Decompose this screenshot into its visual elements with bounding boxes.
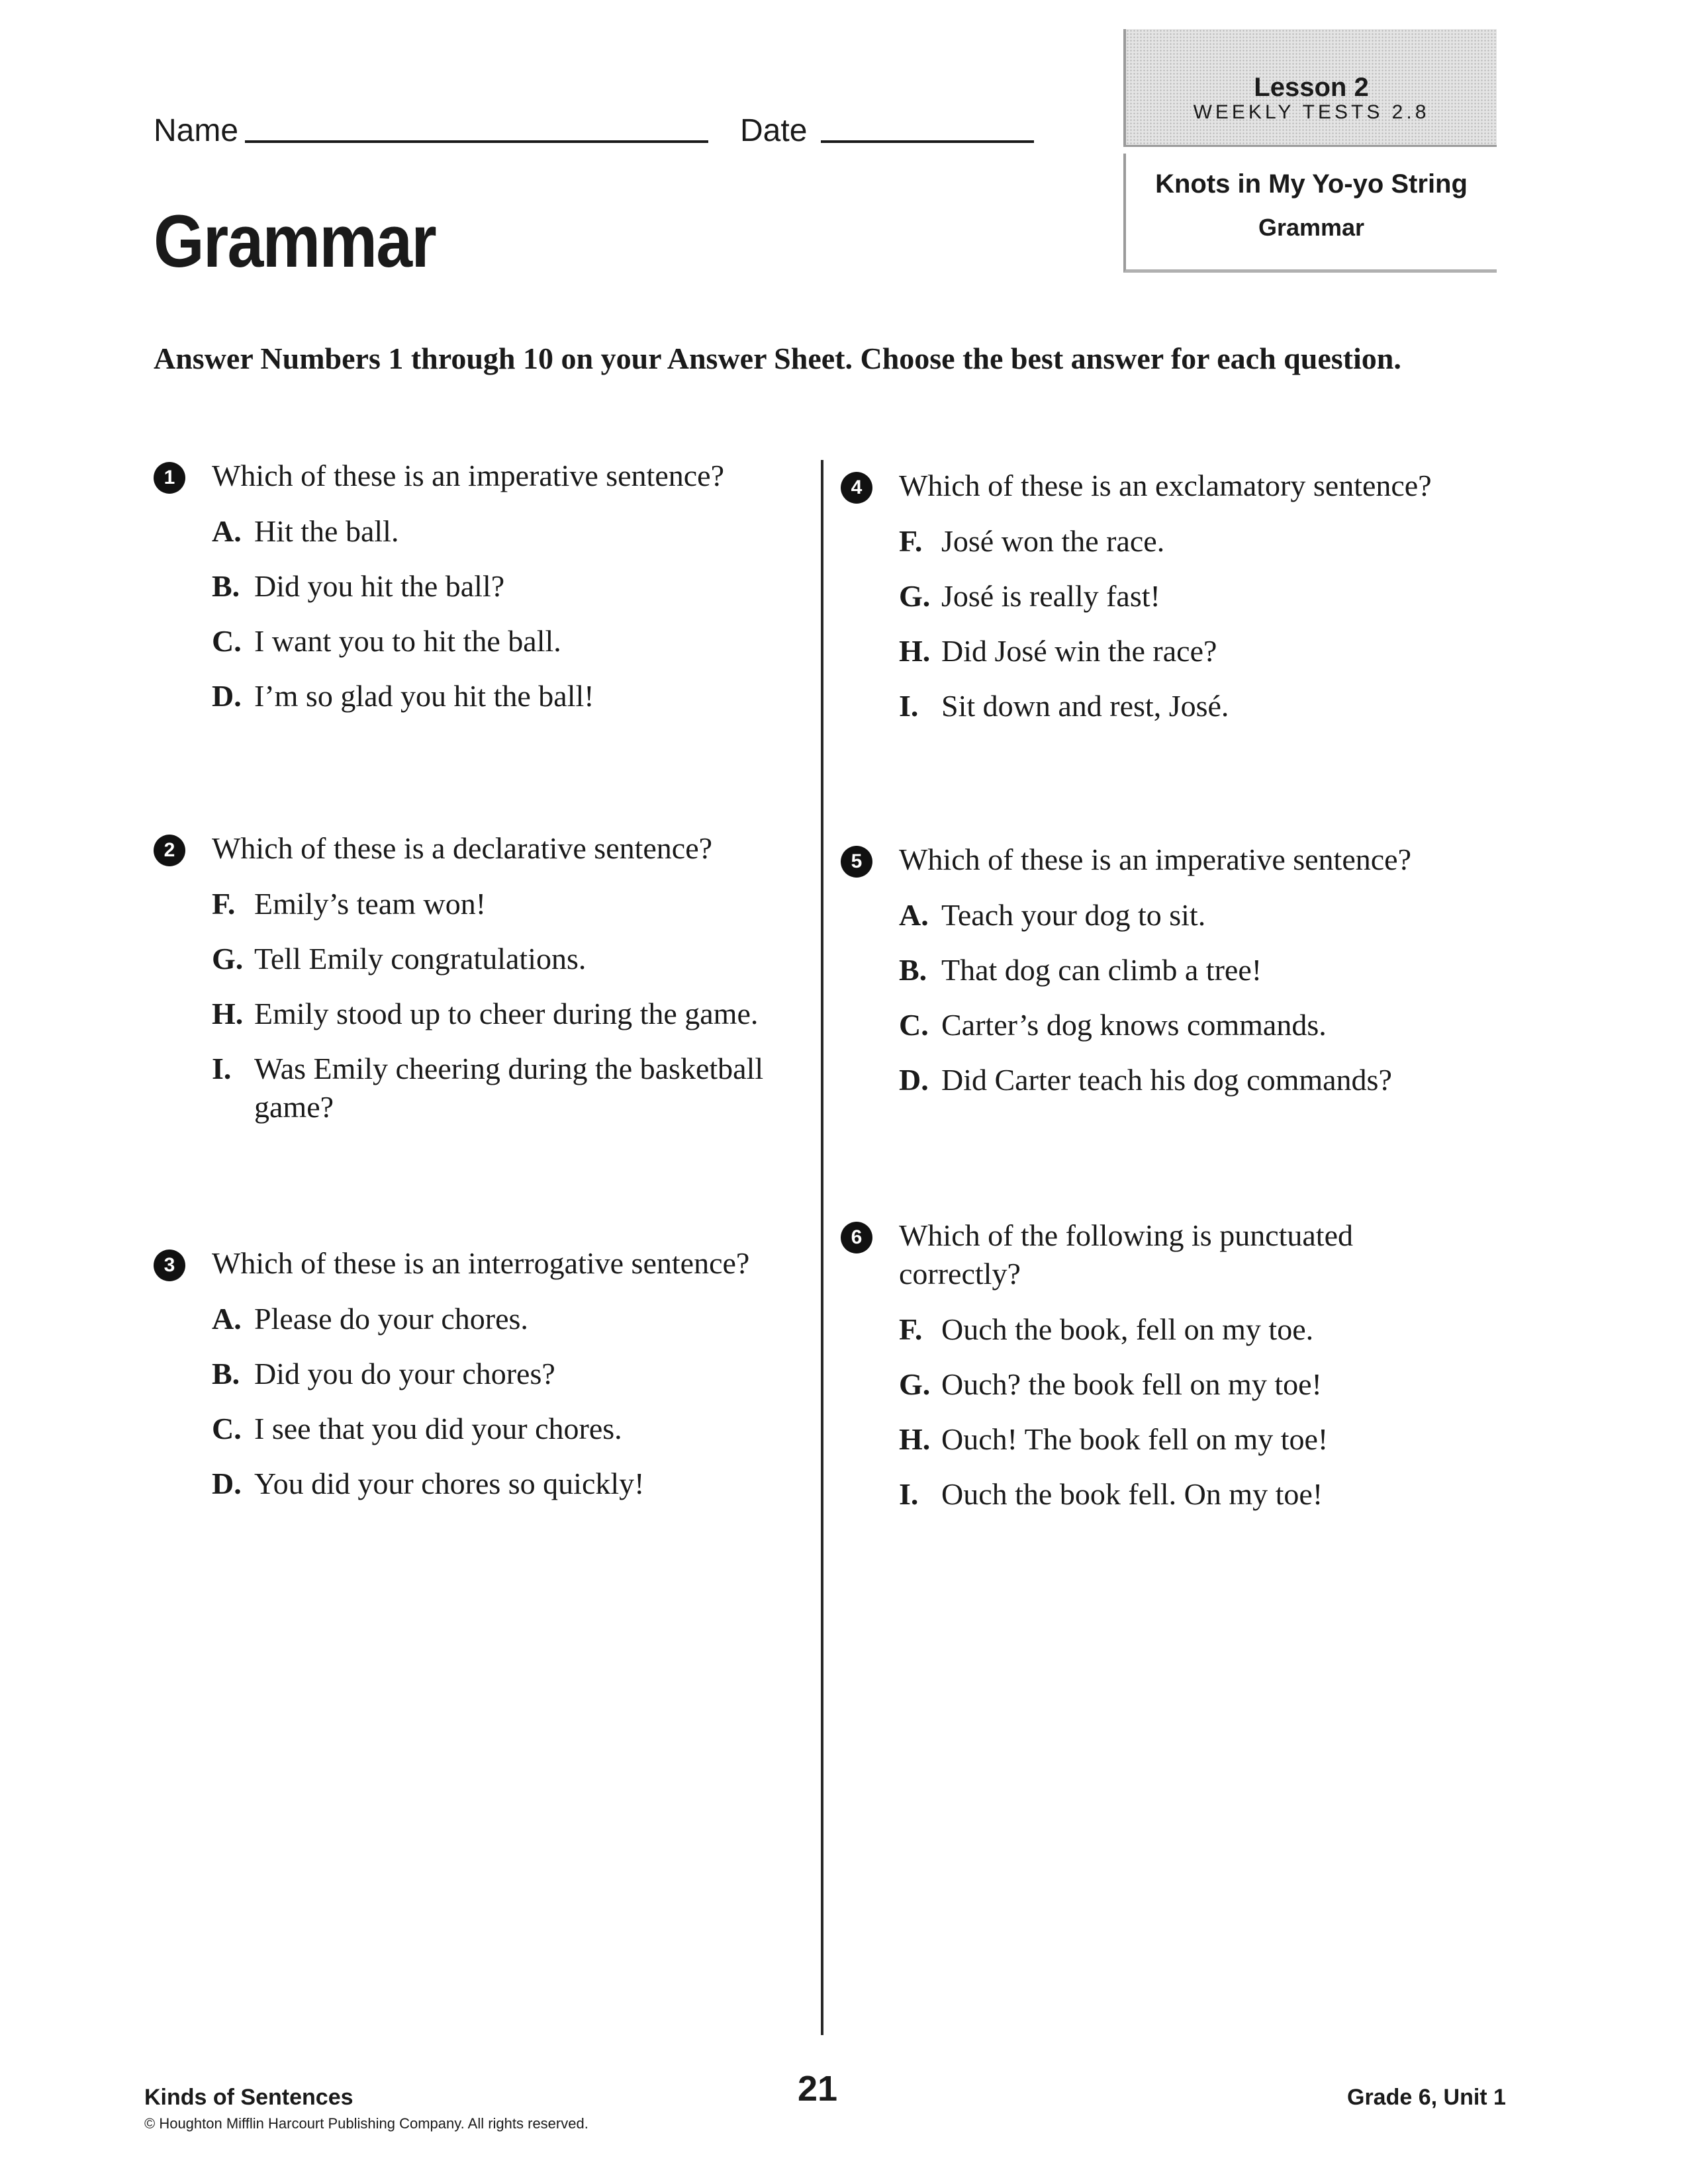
footer-topic: Kinds of Sentences	[144, 2085, 353, 2110]
date-field[interactable]	[821, 140, 1034, 143]
answer-choice[interactable]: A. Please do your chores.	[212, 1302, 528, 1336]
section-label: Grammar	[1258, 214, 1365, 241]
answer-choice[interactable]: H. Did José win the race?	[899, 634, 1217, 668]
question-3	[154, 1244, 822, 1520]
answer-choice[interactable]: C. I want you to hit the ball.	[212, 624, 561, 658]
question-stem: Which of these is an imperative sentence?	[899, 842, 1412, 876]
answer-choice[interactable]: C. Carter’s dog knows commands.	[899, 1008, 1327, 1042]
question-number-badge: 3	[154, 1250, 185, 1281]
answer-choice[interactable]: A. Teach your dog to sit.	[899, 898, 1206, 932]
question-number-badge: 2	[154, 835, 185, 866]
question-5	[841, 841, 1509, 1116]
answer-choices	[899, 1310, 1423, 1514]
question-2	[154, 829, 822, 1143]
answer-choice[interactable]: D. Did Carter teach his dog commands?	[899, 1063, 1392, 1097]
page-number: 21	[798, 2069, 838, 2109]
answer-choice[interactable]: I. Ouch the book fell. On my toe!	[899, 1477, 1323, 1511]
answer-choice[interactable]: C. I see that you did your chores.	[212, 1412, 622, 1445]
answer-choice[interactable]: G. Ouch? the book fell on my toe!	[899, 1367, 1322, 1401]
answer-choice[interactable]: A. Hit the ball.	[212, 514, 399, 548]
answer-choice[interactable]: I. Was Emily cheering during the basketball game?	[212, 1052, 764, 1124]
lesson-box-header	[1123, 29, 1497, 147]
story-title: Knots in My Yo-yo String	[1155, 169, 1468, 199]
answer-choice[interactable]: H. Emily stood up to cheer during the game.	[212, 997, 759, 1030]
answer-choice[interactable]: I. Sit down and rest, José.	[899, 689, 1229, 723]
answer-choice[interactable]: F. Ouch the book, fell on my toe.	[899, 1312, 1314, 1346]
question-stem: Which of these is an imperative sentence?	[212, 459, 725, 492]
answer-choices	[212, 512, 822, 715]
answer-choice[interactable]: B. Did you do your chores?	[212, 1357, 555, 1390]
answer-choice[interactable]: H. Ouch! The book fell on my toe!	[899, 1422, 1329, 1456]
question-4	[841, 467, 1509, 742]
question-number-badge: 4	[841, 472, 872, 504]
answer-choice[interactable]: G. Tell Emily congratulations.	[212, 942, 586, 976]
instructions: Answer Numbers 1 through 10 on your Answer Sheet. Choose the best answer for each question.	[154, 341, 1401, 375]
lesson-box-story	[1123, 154, 1497, 273]
question-stem: Which of the following is punctuated correctly?	[899, 1218, 1354, 1291]
name-field[interactable]	[245, 140, 708, 143]
question-number-badge: 1	[154, 462, 185, 494]
answer-choice[interactable]: F. José won the race.	[899, 524, 1165, 558]
answer-choices	[899, 522, 1509, 725]
question-stem: Which of these is a declarative sentence?	[212, 831, 713, 865]
question-6	[841, 1216, 1423, 1530]
date-label: Date	[740, 113, 808, 148]
answer-choices	[212, 1300, 822, 1503]
question-stem: Which of these is an exclamatory sentence?	[899, 469, 1432, 502]
question-number-badge: 6	[841, 1222, 872, 1253]
answer-choice[interactable]: G. José is really fast!	[899, 579, 1160, 613]
footer-copyright: © Houghton Mifflin Harcourt Publishing Company. All rights reserved.	[144, 2115, 588, 2132]
name-label: Name	[154, 113, 239, 148]
question-stem: Which of these is an interrogative sentence?	[212, 1246, 750, 1280]
answer-choice[interactable]: D. I’m so glad you hit the ball!	[212, 679, 594, 713]
answer-choice[interactable]: B. Did you hit the ball?	[212, 569, 505, 603]
answer-choice[interactable]: F. Emily’s team won!	[212, 887, 487, 921]
question-number-badge: 5	[841, 846, 872, 878]
answer-choices	[212, 885, 822, 1126]
weekly-tests-label: WEEKLY TESTS 2.8	[1193, 101, 1430, 123]
lesson-label: Lesson 2	[1254, 73, 1369, 102]
question-1	[154, 457, 822, 732]
page-title: Grammar	[154, 200, 436, 283]
footer-grade: Grade 6, Unit 1	[1347, 2085, 1506, 2110]
answer-choice[interactable]: D. You did your chores so quickly!	[212, 1467, 645, 1500]
answer-choices	[899, 896, 1509, 1099]
answer-choice[interactable]: B. That dog can climb a tree!	[899, 953, 1262, 987]
